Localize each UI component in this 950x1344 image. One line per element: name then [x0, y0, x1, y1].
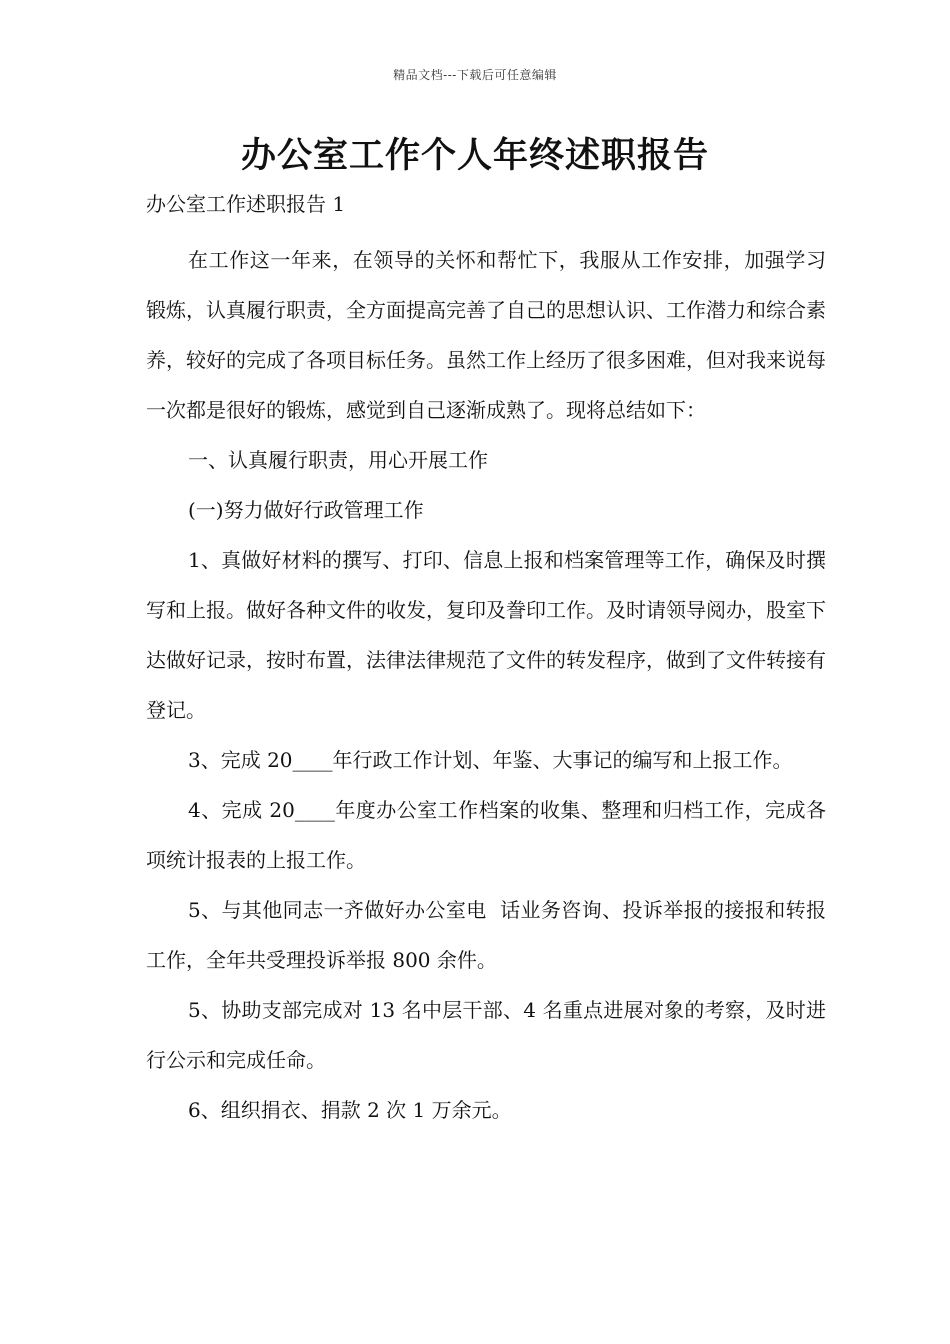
paragraph-item-4: 4、完成 20____年度办公室工作档案的收集、整理和归档工作，完成各项统计报表的上报工作。 [146, 798, 826, 872]
paragraph-item-3: 3、完成 20____年行政工作计划、年鉴、大事记的编写和上报工作。 [188, 748, 793, 772]
paragraph-intro: 在工作这一年来，在领导的关怀和帮忙下，我服从工作安排，加强学习锻炼，认真履行职责，全方面提高完善了自己的思想认识、工作潜力和综合素养，较好的完成了各项目标任务。虽然工作上经历了很多困难，但对我来说每一次都是很好的锻炼，感觉到自己逐渐成熟了。现将总结如下： [146, 248, 826, 422]
paragraph-item-5b: 5、协助支部完成对 13 名中层干部、4 名重点进展对象的考察，及时进行公示和完成任命。 [146, 998, 826, 1072]
paragraph-item-1: 1、真做好材料的撰写、打印、信息上报和档案管理等工作，确保及时撰写和上报。做好各种文件的收发，复印及誊印工作。及时请领导阅办，股室下达做好记录，按时布置，法律法律规范了文件的转发程序，做到了文件转接有登记。 [146, 548, 826, 722]
paragraph-subheading-1: (一)努力做好行政管理工作 [188, 498, 424, 522]
document-body [146, 235, 826, 1135]
document-title: 办公室工作个人年终述职报告 [240, 135, 709, 176]
paragraph-item-6: 6、组织捐衣、捐款 2 次 1 万余元。 [188, 1098, 512, 1122]
header-note: 精品文档---下载后可任意编辑 [393, 68, 557, 82]
section-subtitle: 办公室工作述职报告 1 [146, 192, 346, 216]
paragraph-item-5a: 5、与其他同志一齐做好办公室电 话业务咨询、投诉举报的接报和转报工作，全年共受理投诉举报 800 余件。 [146, 898, 826, 972]
paragraph-heading-1: 一、认真履行职责，用心开展工作 [188, 448, 488, 472]
